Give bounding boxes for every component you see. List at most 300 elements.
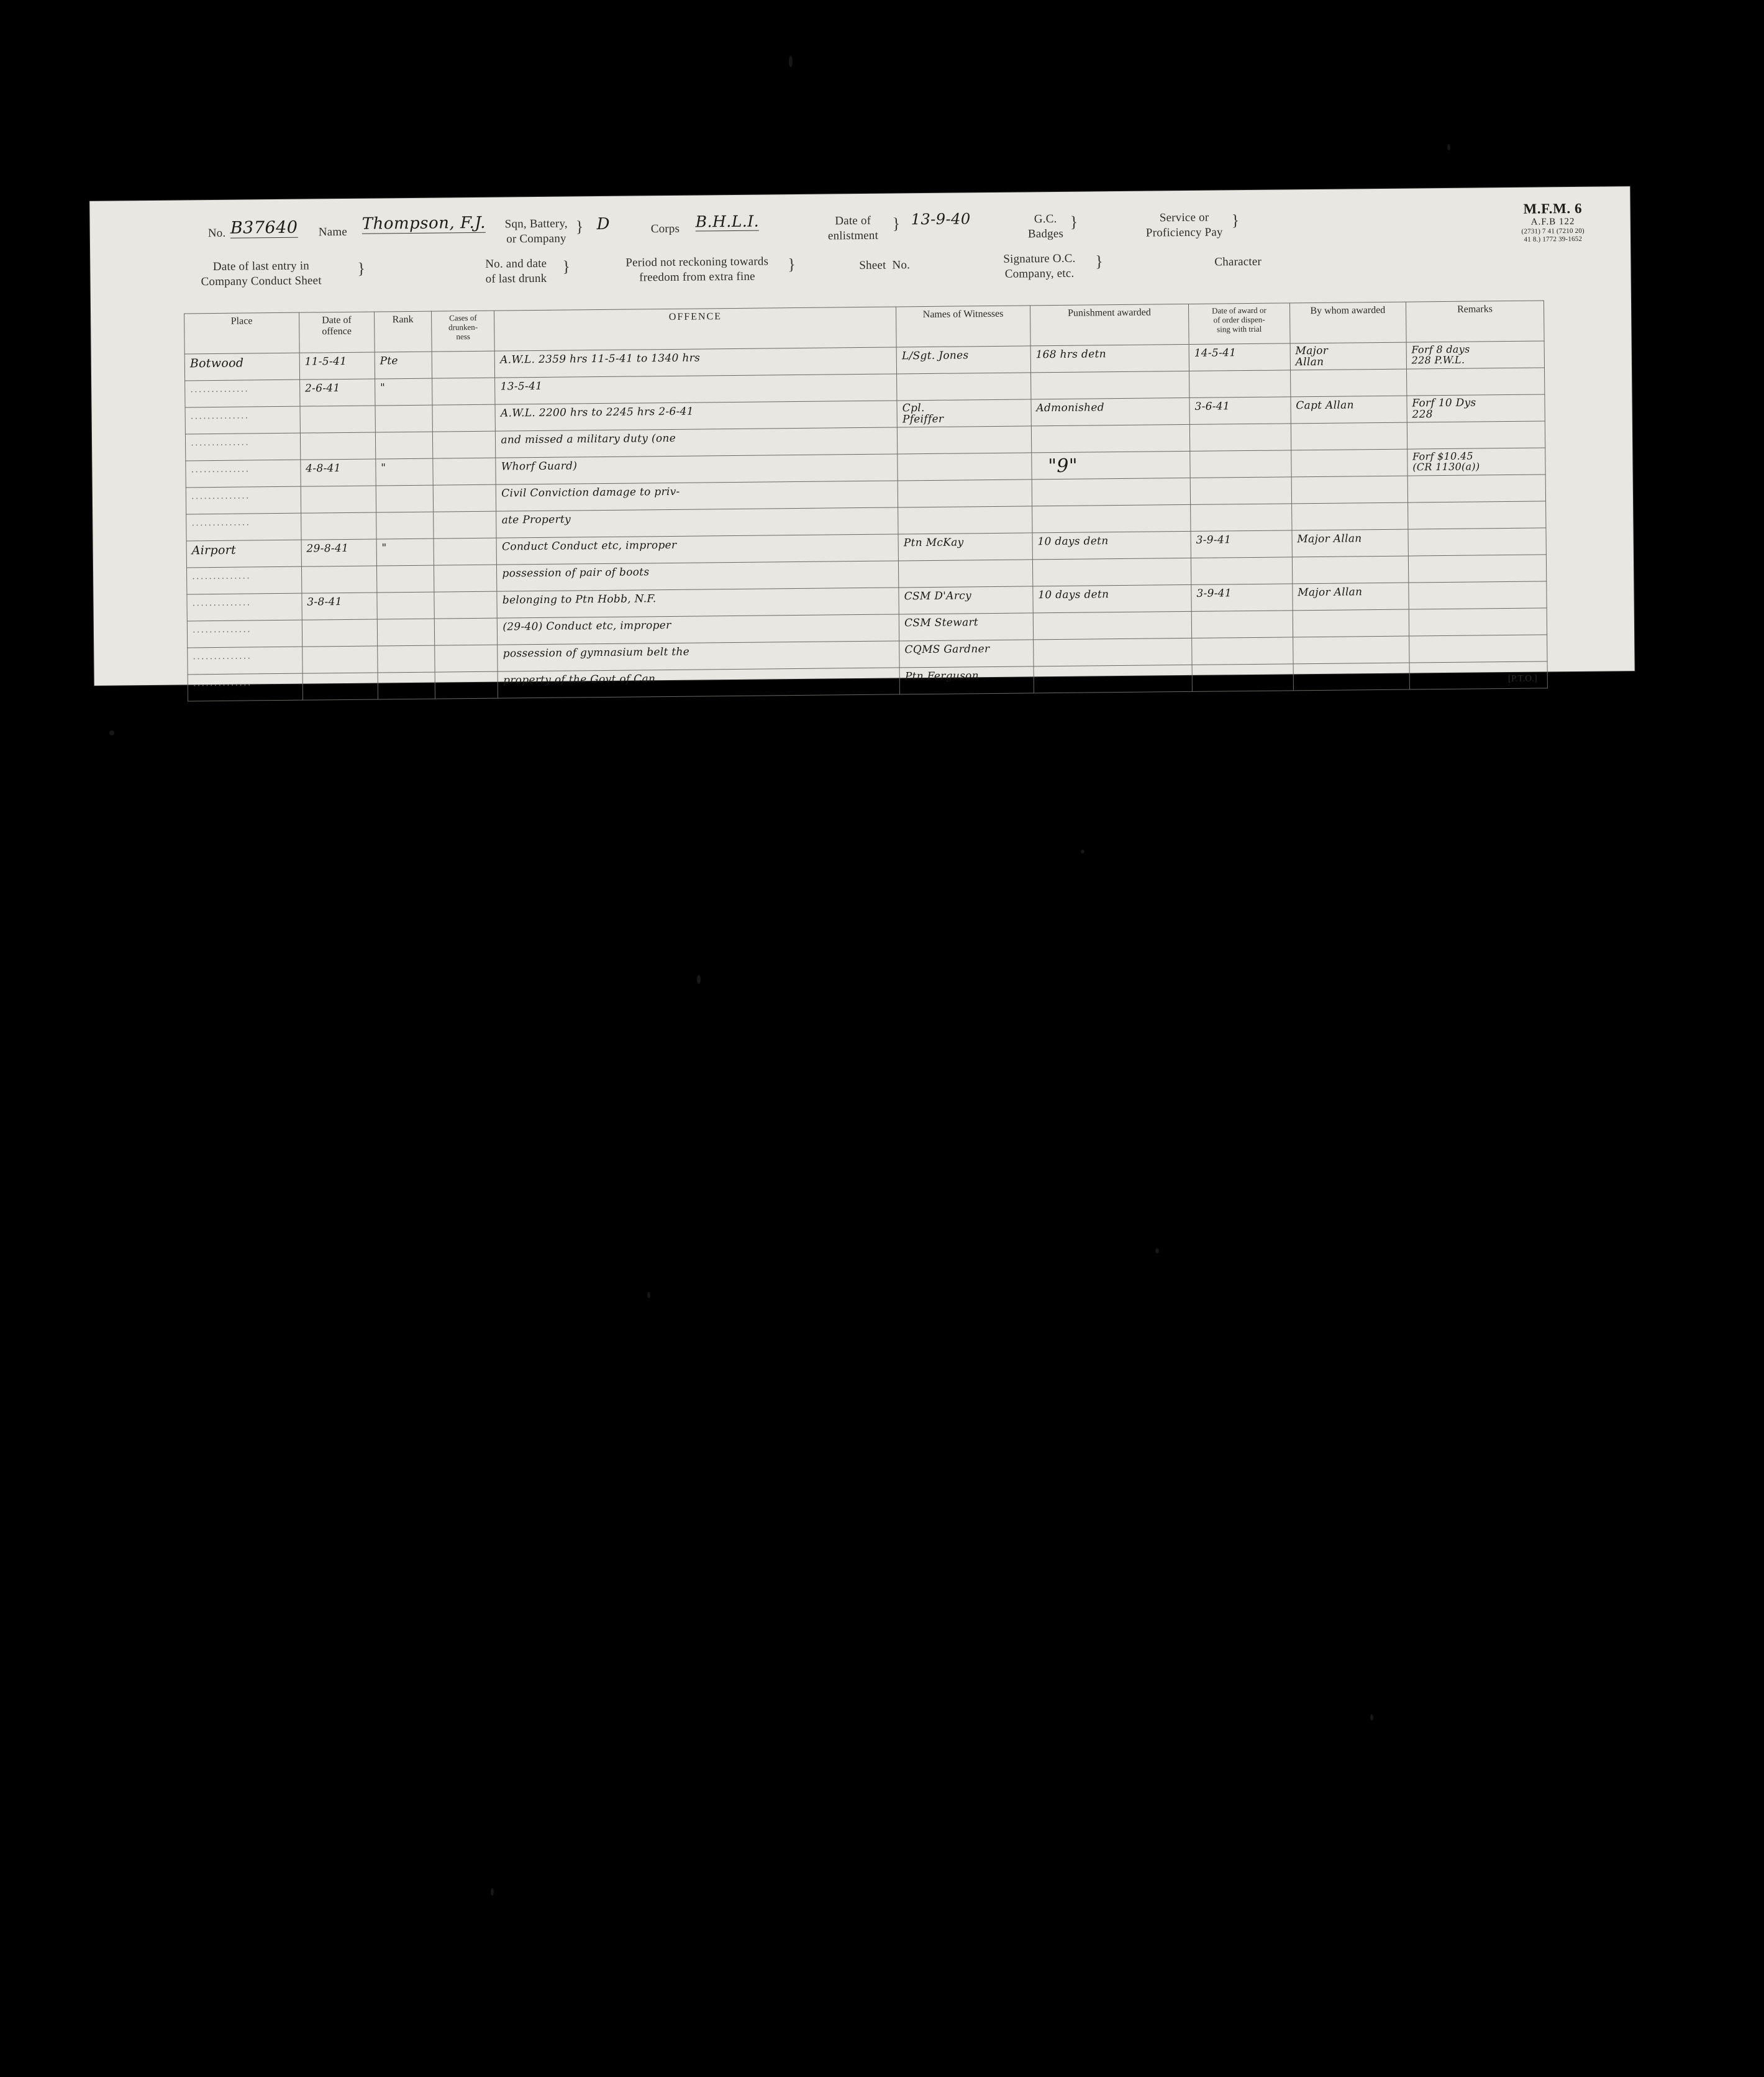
cell-award-date	[1189, 343, 1290, 371]
cell-punishment-text: "9"	[1048, 455, 1078, 478]
cell-rank-text	[375, 406, 432, 409]
cell-remarks	[1407, 475, 1546, 502]
name-value: Thompson, F.J.	[361, 213, 486, 234]
cell-by-whom-text	[1293, 610, 1408, 614]
cell-rank	[378, 672, 435, 699]
cell-award-date-text: 3-9-41	[1196, 587, 1232, 600]
cell-offence-text: Whorf Guard)	[501, 460, 578, 473]
cell-rank	[376, 512, 434, 539]
cell-remarks-text: Forf 8 days 228 P.W.L.	[1411, 343, 1470, 366]
cell-witnesses	[898, 453, 1032, 481]
cell-drunkenness-text	[435, 619, 497, 622]
enlistment-label: Date of enlistment	[827, 214, 879, 243]
cell-witnesses-text: L/Sgt. Jones	[901, 349, 969, 363]
cell-offence	[498, 614, 899, 645]
cell-offence	[496, 427, 898, 458]
cell-offence	[496, 454, 898, 484]
cell-offence-text: possession of pair of boots	[502, 566, 650, 580]
cell-date	[301, 459, 376, 486]
cell-punishment-text	[1034, 639, 1191, 642]
cell-offence-text: (29-40) Conduct etc, improper	[502, 619, 671, 634]
cell-punishment	[1033, 584, 1192, 612]
form-code-block	[1521, 201, 1584, 244]
squadron-label: Sqn, Battery, or Company	[504, 217, 568, 246]
cell-award-date-text: 3-6-41	[1194, 400, 1230, 413]
cell-remarks-text	[1407, 421, 1545, 425]
col-place: Place	[184, 312, 299, 354]
cell-punishment	[1032, 531, 1191, 559]
cell-date	[302, 646, 378, 673]
sheet-no-label: Sheet No.	[859, 258, 911, 273]
cell-place-text: ..............	[190, 409, 250, 422]
cell-punishment-text	[1033, 558, 1191, 562]
cell-rank	[375, 405, 433, 432]
cell-drunkenness-text	[435, 672, 498, 675]
cell-by-whom-text	[1292, 503, 1407, 507]
cell-rank	[375, 432, 433, 459]
cell-remarks	[1408, 555, 1547, 583]
cell-witnesses	[898, 479, 1032, 507]
cell-witnesses-text: CSM D'Arcy	[904, 589, 972, 603]
cell-date-text	[301, 513, 376, 516]
scan-artifact	[1447, 144, 1450, 150]
no-value: B37640	[230, 217, 298, 238]
cell-witnesses	[899, 560, 1033, 588]
cell-place	[184, 353, 299, 381]
corps-value: B.H.L.I.	[695, 212, 760, 231]
cell-award-date	[1192, 664, 1293, 692]
cell-offence	[497, 561, 899, 591]
conduct-entries-table	[184, 300, 1548, 701]
cell-offence	[496, 507, 898, 538]
enlistment-brace: }	[892, 214, 901, 233]
cell-drunkenness	[434, 591, 498, 619]
cell-date	[301, 566, 376, 593]
cell-place-text: ..............	[193, 650, 252, 662]
cell-witnesses-text	[899, 560, 1032, 563]
cell-punishment	[1031, 398, 1190, 425]
cell-award-date-text: 3-9-41	[1196, 534, 1232, 547]
cell-punishment-text	[1032, 505, 1190, 509]
cell-place-text: ..............	[191, 516, 251, 529]
cell-punishment	[1033, 638, 1192, 666]
cell-place	[185, 433, 300, 461]
cell-by-whom	[1292, 556, 1408, 584]
scan-artifact	[647, 1292, 650, 1298]
cell-remarks-text	[1409, 581, 1546, 585]
cell-award-date-text	[1192, 637, 1293, 641]
cell-date-text	[300, 406, 375, 409]
cell-remarks-text: Forf $10.45 (CR 1130(a))	[1412, 450, 1480, 473]
cell-place	[186, 486, 301, 514]
cell-remarks	[1408, 528, 1547, 556]
cell-rank-text	[377, 593, 434, 596]
cell-drunkenness	[433, 484, 496, 512]
cell-witnesses	[897, 373, 1031, 401]
cell-place-text: ..............	[190, 383, 250, 395]
cell-by-whom-text	[1291, 423, 1407, 427]
cell-award-date	[1190, 450, 1291, 478]
corps-label: Corps	[650, 222, 680, 236]
cell-by-whom	[1291, 422, 1407, 450]
scan-artifact	[491, 1888, 494, 1896]
form-code-note-1: (2731) 7 41 (7210 20)	[1521, 227, 1584, 235]
cell-date	[300, 432, 375, 460]
cell-punishment-text	[1032, 478, 1189, 482]
cell-date-text	[302, 566, 376, 570]
cell-award-date-text	[1189, 370, 1290, 374]
cell-punishment	[1032, 558, 1191, 586]
cell-place	[188, 673, 302, 701]
cell-drunkenness-text	[434, 565, 496, 568]
cell-award-date-text	[1193, 664, 1293, 668]
cell-date-text: 3-8-41	[307, 596, 342, 609]
cell-place-text: Airport	[191, 543, 237, 558]
enlistment-value: 13-9-40	[911, 210, 971, 229]
cell-drunkenness	[435, 645, 498, 672]
cell-rank-text	[378, 646, 434, 649]
scan-artifact	[109, 730, 114, 735]
cell-by-whom	[1292, 529, 1408, 557]
cell-witnesses-text: CSM Stewart	[904, 616, 979, 630]
cell-drunkenness	[434, 538, 497, 565]
cell-award-date	[1190, 477, 1291, 505]
cell-punishment	[1032, 504, 1191, 532]
cell-by-whom-text	[1293, 557, 1408, 560]
col-names-of-witnesses: Names of Witnesses	[896, 306, 1030, 347]
cell-punishment-text	[1031, 371, 1189, 375]
signature-oc-brace: }	[1095, 252, 1103, 271]
cell-place-text: ..............	[191, 489, 250, 502]
cell-punishment	[1032, 478, 1191, 506]
cell-date-text: 2-6-41	[304, 382, 340, 395]
cell-award-date	[1189, 397, 1291, 425]
cell-witnesses-text	[898, 479, 1032, 483]
cell-rank	[377, 619, 435, 646]
cell-witnesses-text	[898, 506, 1032, 510]
cell-witnesses	[899, 613, 1033, 641]
cell-remarks	[1409, 661, 1548, 689]
cell-rank-text: Pte	[380, 355, 398, 368]
cell-drunkenness-text	[432, 378, 494, 381]
cell-award-date	[1191, 530, 1292, 558]
cell-place	[186, 566, 301, 594]
cell-rank	[375, 378, 432, 406]
cell-remarks	[1409, 608, 1547, 636]
service-pay-label: Service or Proficiency Pay	[1145, 211, 1223, 240]
cell-date	[302, 593, 377, 620]
cell-witnesses-text	[898, 453, 1031, 457]
scan-artifact	[1081, 850, 1084, 853]
cell-drunkenness-text	[433, 405, 495, 408]
cell-date-text	[302, 647, 377, 650]
cell-remarks	[1406, 341, 1545, 369]
cell-date-text: 4-8-41	[306, 462, 341, 475]
cell-rank	[378, 645, 435, 673]
cell-drunkenness	[433, 431, 496, 458]
cell-punishment-text: 10 days detn	[1038, 588, 1109, 602]
cell-place	[185, 379, 300, 407]
cell-place	[185, 406, 300, 434]
cell-rank	[376, 565, 434, 593]
cell-remarks-text: Forf 10 Dys 228	[1412, 396, 1476, 421]
squadron-brace: }	[575, 217, 584, 236]
cell-award-date-text	[1191, 504, 1291, 507]
cell-rank	[375, 352, 432, 379]
cell-punishment-text: Admonished	[1036, 401, 1104, 415]
cell-by-whom-text: Major Allan	[1295, 344, 1329, 369]
cell-offence	[498, 668, 899, 698]
cell-award-date	[1191, 557, 1292, 585]
cell-remarks-text	[1408, 528, 1545, 532]
cell-remarks-text	[1407, 368, 1544, 371]
cell-offence-text: A.W.L. 2200 hrs to 2245 hrs 2-6-41	[500, 405, 694, 420]
cell-date	[301, 486, 376, 513]
character-label: Character	[1214, 255, 1262, 269]
cell-offence-text: possession of gymnasium belt the	[502, 645, 690, 660]
col-punishment-awarded: Punishment awarded	[1030, 304, 1189, 345]
cell-drunkenness-text	[435, 592, 497, 595]
cell-place	[186, 540, 301, 568]
cell-remarks-text	[1408, 501, 1545, 505]
cell-date-text	[301, 486, 376, 489]
cell-award-date-text	[1191, 557, 1292, 561]
cell-drunkenness-text	[432, 352, 494, 355]
cell-rank-text: "	[380, 381, 386, 394]
cell-offence	[495, 401, 897, 431]
cell-date	[302, 619, 377, 647]
cell-award-date-text	[1191, 477, 1291, 481]
cell-award-date	[1191, 584, 1293, 612]
cell-offence-text: property of the Govt of Can	[503, 673, 656, 687]
cell-by-whom-text	[1291, 476, 1407, 480]
cell-award-date-text	[1190, 450, 1291, 454]
cell-by-whom-text: Capt Allan	[1296, 399, 1354, 412]
cell-award-date	[1191, 504, 1292, 532]
cell-date	[299, 352, 375, 379]
cell-drunkenness-text	[434, 458, 496, 461]
cell-rank-text: "	[381, 461, 386, 475]
cell-date	[301, 512, 376, 540]
cell-by-whom	[1290, 342, 1406, 370]
col-date-of-offence: Date of offence	[299, 312, 375, 353]
cell-place-text: Botwood	[189, 356, 244, 371]
cell-by-whom	[1293, 663, 1409, 691]
cell-remarks	[1406, 368, 1545, 396]
cell-by-whom	[1291, 502, 1407, 530]
cell-drunkenness-text	[434, 539, 496, 542]
conduct-sheet-document	[89, 186, 1634, 689]
cell-witnesses-text: Ptn McKay	[903, 536, 964, 550]
col-date-of-award: Date of award or of order dispen- sing with trial	[1188, 303, 1289, 345]
cell-remarks-text	[1407, 475, 1545, 478]
cell-date-text	[301, 433, 375, 436]
squadron-value: D	[596, 214, 611, 234]
cell-witnesses	[898, 506, 1032, 534]
table-body	[184, 341, 1547, 701]
form-code-sub: A.F.B 122	[1530, 216, 1575, 227]
col-remarks: Remarks	[1406, 301, 1544, 342]
scan-artifact	[789, 56, 793, 67]
cell-place-text: ..............	[192, 596, 252, 609]
cell-by-whom	[1293, 583, 1409, 611]
cell-place-text: ..............	[191, 463, 250, 475]
scan-artifact	[1155, 1248, 1159, 1253]
cell-by-whom-text	[1291, 450, 1407, 453]
cell-award-date-text	[1190, 424, 1291, 427]
cell-rank-text	[378, 619, 434, 622]
cell-punishment-text	[1034, 612, 1191, 616]
cell-offence	[496, 534, 898, 565]
cell-drunkenness	[435, 671, 498, 699]
cell-punishment	[1030, 371, 1189, 399]
cell-offence-text: 13-5-41	[500, 379, 543, 393]
cell-by-whom-text	[1293, 637, 1409, 640]
cell-drunkenness	[434, 511, 497, 539]
cell-award-date	[1189, 424, 1291, 452]
cell-remarks	[1409, 581, 1547, 609]
cell-remarks	[1407, 501, 1546, 529]
cell-punishment-text: 10 days detn	[1037, 535, 1109, 548]
cell-witnesses	[898, 426, 1032, 454]
last-entry-brace: }	[357, 259, 365, 278]
cell-offence-text: and missed a military duty (one	[501, 432, 676, 447]
cell-rank-text	[378, 673, 434, 676]
cell-rank-text	[376, 512, 433, 516]
cell-witnesses-text	[898, 426, 1031, 430]
cell-rank-text	[377, 566, 434, 569]
cell-drunkenness	[433, 458, 496, 485]
cell-drunkenness-text	[434, 512, 496, 515]
cell-witnesses	[899, 586, 1033, 614]
cell-drunkenness	[432, 404, 496, 432]
cell-by-whom-text: Major Allan	[1297, 532, 1362, 546]
cell-remarks	[1407, 394, 1545, 422]
cell-witnesses-text	[897, 373, 1030, 376]
cell-offence	[496, 481, 898, 511]
last-drunk-brace: }	[562, 257, 570, 276]
col-cases-of-drunkenness: Cases of drunken- ness	[432, 311, 495, 352]
cell-remarks-text	[1409, 555, 1546, 558]
cell-offence-text: A.W.L. 2359 hrs 11-5-41 to 1340 hrs	[500, 352, 701, 366]
cell-award-date-text	[1192, 611, 1293, 614]
cell-date-text: 11-5-41	[304, 355, 347, 368]
cell-drunkenness	[432, 351, 495, 378]
cell-place	[187, 593, 302, 621]
scan-artifact	[1370, 1714, 1373, 1720]
form-code-note-2: 41 8.) 1772 39-1652	[1524, 235, 1583, 243]
cell-witnesses	[897, 399, 1031, 427]
no-label: No.	[207, 226, 226, 240]
cell-place-text: ..............	[193, 676, 252, 689]
cell-offence	[495, 347, 897, 378]
gc-badges-label: G.C. Badges	[1027, 212, 1064, 241]
last-drunk-label: No. and date of last drunk	[485, 257, 547, 286]
cell-punishment	[1033, 611, 1192, 639]
last-entry-label: Date of last entry in Company Conduct Sheet	[201, 259, 322, 288]
cell-witnesses-text: CQMS Gardner	[904, 643, 990, 657]
scan-artifact	[697, 975, 701, 984]
cell-remarks-text	[1409, 635, 1547, 639]
cell-by-whom	[1293, 609, 1409, 637]
cell-date-text: 29-8-41	[306, 542, 349, 555]
cell-witnesses-text: Cpl. Pfeiffer	[902, 402, 944, 426]
cell-offence-text: ate Property	[501, 513, 571, 527]
cell-by-whom	[1290, 369, 1406, 397]
cell-date	[300, 406, 375, 433]
cell-punishment	[1032, 451, 1191, 479]
cell-witnesses	[896, 346, 1030, 374]
cell-punishment-text: 168 hrs detn	[1035, 348, 1107, 361]
cell-rank	[376, 539, 434, 566]
cell-punishment	[1030, 344, 1189, 372]
cell-offence	[497, 588, 899, 618]
cell-drunkenness	[434, 565, 498, 592]
cell-date-text	[302, 673, 377, 676]
cell-award-date-text: 14-5-41	[1194, 347, 1237, 360]
cell-by-whom-text	[1291, 370, 1406, 373]
cell-witnesses-text: Ptn Ferguson	[904, 670, 979, 683]
cell-place	[186, 460, 301, 488]
cell-rank	[376, 485, 434, 512]
cell-drunkenness	[432, 378, 496, 405]
cell-date	[301, 539, 376, 566]
cell-award-date	[1191, 611, 1293, 639]
cell-offence-text: Conduct Conduct etc, improper	[501, 539, 677, 553]
cell-by-whom	[1291, 449, 1407, 477]
cell-punishment-text	[1034, 665, 1191, 669]
cell-offence-text: belonging to Ptn Hobb, N.F.	[502, 593, 657, 607]
cell-punishment	[1034, 665, 1193, 693]
cell-drunkenness-text	[433, 432, 495, 435]
cell-by-whom	[1291, 396, 1407, 424]
gc-badges-brace: }	[1070, 212, 1078, 231]
cell-place-text: ..............	[192, 623, 252, 635]
cell-date	[302, 673, 378, 700]
cell-place	[187, 620, 302, 648]
freedom-label: Period not reckoning towards freedom from extra fine	[625, 255, 769, 284]
cell-remarks	[1407, 421, 1545, 449]
cell-drunkenness-text	[434, 485, 496, 488]
cell-date-text	[302, 620, 377, 623]
col-offence: OFFENCE	[494, 307, 896, 351]
cell-date	[299, 379, 375, 406]
cell-offence	[498, 641, 899, 671]
cell-place-text: ..............	[190, 436, 250, 448]
service-pay-brace: }	[1231, 211, 1240, 230]
cell-drunkenness	[434, 618, 498, 645]
form-code: M.F.M. 6	[1523, 200, 1583, 217]
cell-rank-text	[376, 486, 433, 489]
col-by-whom-awarded: By whom awarded	[1289, 302, 1406, 343]
cell-remarks	[1407, 448, 1545, 476]
cell-rank	[376, 458, 434, 486]
freedom-brace: }	[788, 255, 796, 274]
cell-award-date	[1189, 370, 1290, 398]
name-label: Name	[318, 225, 348, 239]
cell-punishment-text	[1032, 425, 1189, 429]
cell-place	[188, 647, 302, 675]
document-header	[89, 186, 1631, 313]
cell-witnesses	[899, 666, 1034, 694]
cell-remarks	[1409, 635, 1547, 663]
cell-award-date	[1192, 637, 1293, 665]
cell-offence-text: Civil Conviction damage to priv-	[501, 485, 680, 500]
cell-offence	[495, 374, 897, 404]
cell-rank-text	[376, 432, 432, 435]
cell-by-whom-text	[1293, 663, 1409, 667]
cell-by-whom-text: Major Allan	[1298, 586, 1363, 599]
